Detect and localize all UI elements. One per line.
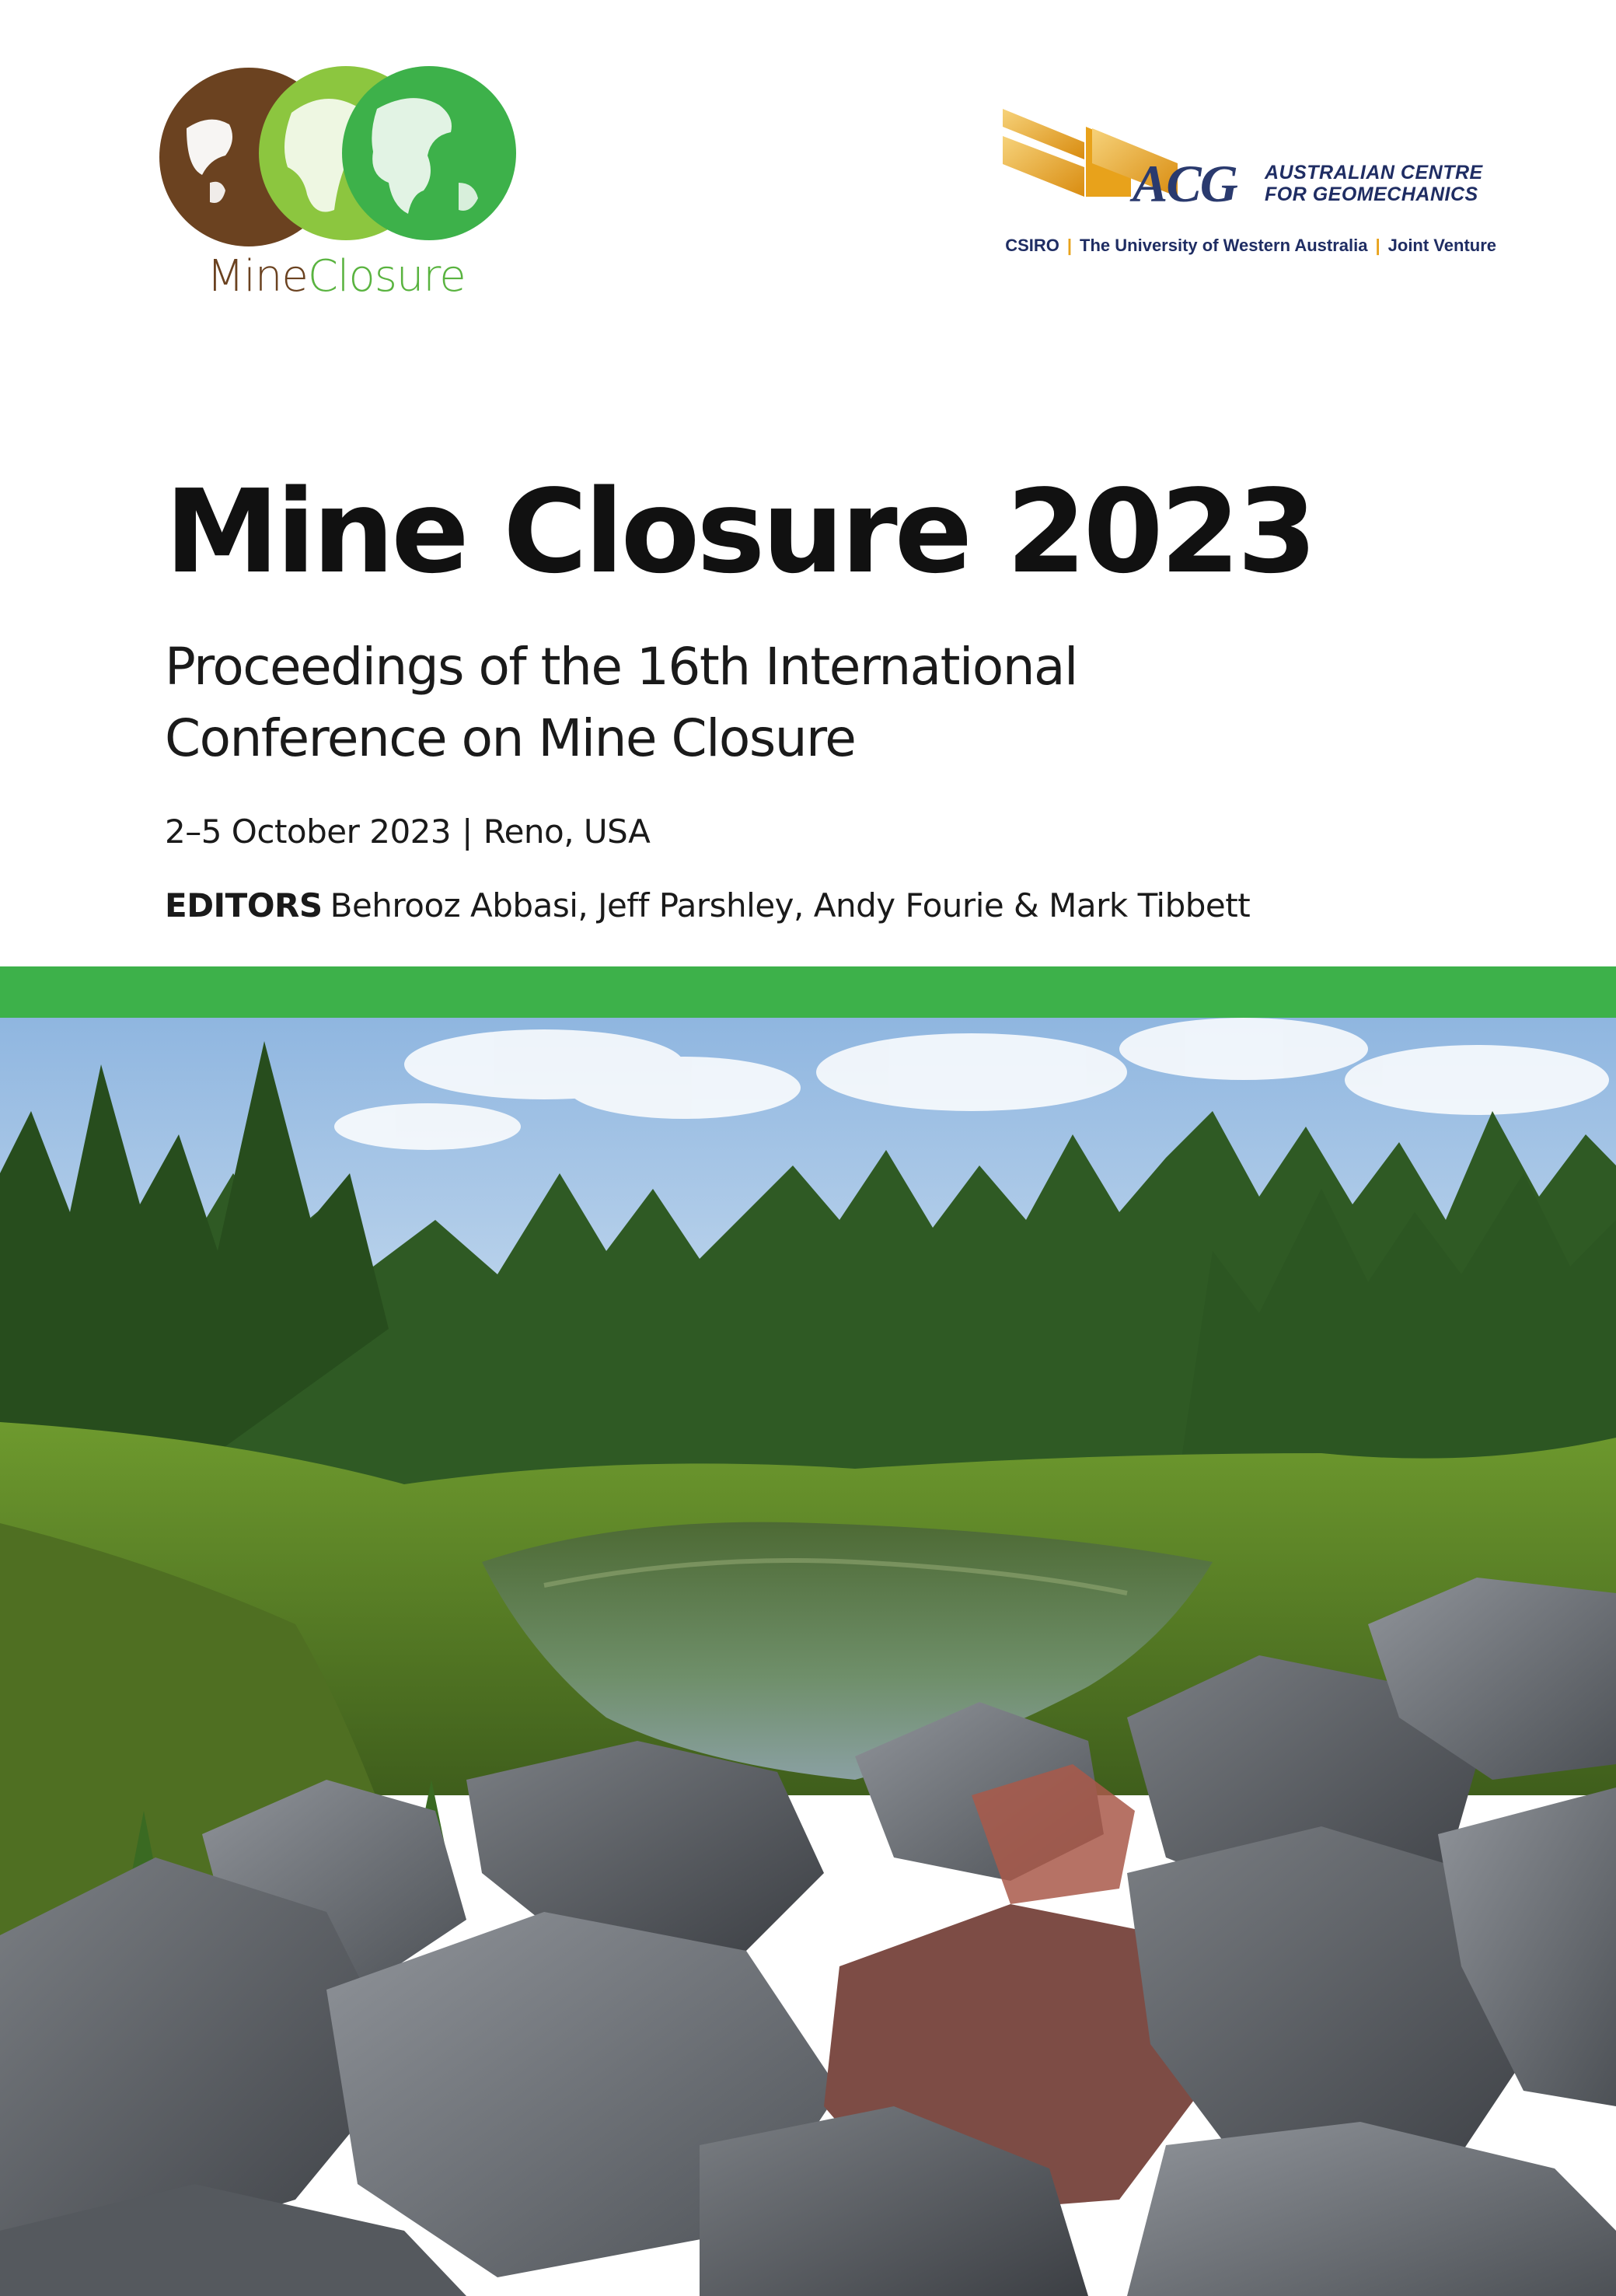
acg-name-line1: AUSTRALIAN CENTRE [1265,162,1483,183]
partner-csiro: CSIRO [1005,236,1059,255]
acg-mark: ACG [1133,154,1237,213]
acg-name-line2: FOR GEOMECHANICS [1265,183,1478,205]
page-title: Mine Closure 2023 [165,465,1314,599]
subtitle-line1: Proceedings of the 16th International [165,637,1077,697]
cover-photo [0,1018,1616,2296]
partner-separator: | [1066,236,1073,255]
partner-uwa: The University of Western Australia [1080,236,1368,255]
editors-label: EDITORS [165,886,323,924]
mine-closure-wordmark [207,251,466,302]
editors-line [165,886,1250,924]
conference-date: 2–5 October 2023 [165,813,452,851]
wordmark-mine: Mine [207,251,308,302]
subtitle [165,631,1486,774]
partner-joint-venture: Joint Venture [1387,236,1496,255]
mine-closure-logo [155,66,521,315]
date-separator: | [462,813,473,851]
date-location [165,813,650,851]
globes-icon [155,66,521,253]
green-band [0,966,1616,1018]
editors-names: Behrooz Abbasi, Jeff Parshley, Andy Fourie & Mark Tibbett [330,886,1251,924]
acg-partners [999,236,1496,256]
wordmark-closure: Closure [307,251,466,302]
acg-logo [999,105,1496,268]
conference-location: Reno, USA [483,813,651,851]
subtitle-line2: Conference on Mine Closure [165,708,856,768]
partner-separator: | [1375,236,1380,255]
